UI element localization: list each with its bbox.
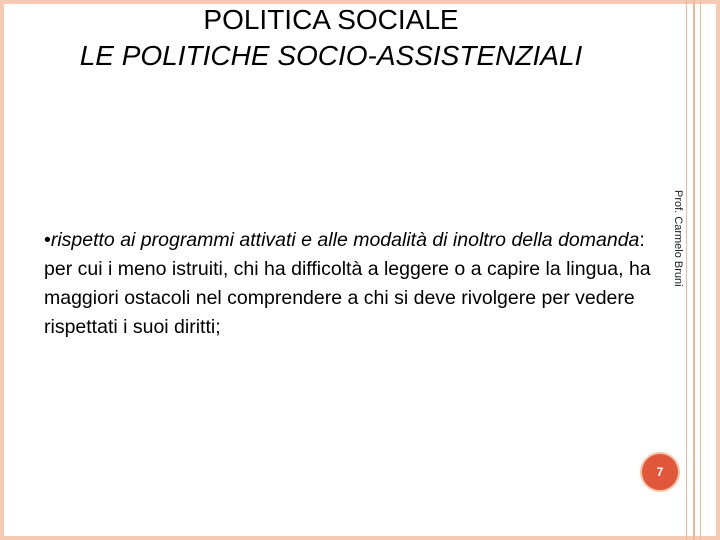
slide-title: [40, 2, 622, 74]
slide-title-line2: LE POLITICHE SOCIO-ASSISTENZIALI: [79, 40, 583, 71]
body-regular-text: : per cui i meno istruiti, chi ha difficoltà a leggere o a capire la lingua, ha maggiori ostacoli nel comprendere a chi si deve rivolgere per vedere rispettati i suoi diritti;: [44, 229, 651, 338]
page-number: 7: [656, 465, 664, 479]
body-italic-text: rispetto ai programmi attivati e alle modalità di inoltro della domanda: [50, 229, 640, 251]
decorative-line: [686, 0, 687, 540]
slide-frame-right: [716, 0, 720, 540]
author-label: Prof. Carmelo Bruni: [672, 190, 684, 287]
decorative-line: [700, 0, 701, 540]
page-number-badge: [640, 452, 680, 492]
slide-body-text: [44, 226, 654, 342]
slide-frame-left: [0, 0, 4, 540]
bullet-marker: •: [44, 229, 51, 251]
slide-frame-bottom: [0, 536, 720, 540]
slide-title-line1: POLITICA SOCIALE: [203, 4, 459, 35]
decorative-line: [693, 0, 695, 540]
